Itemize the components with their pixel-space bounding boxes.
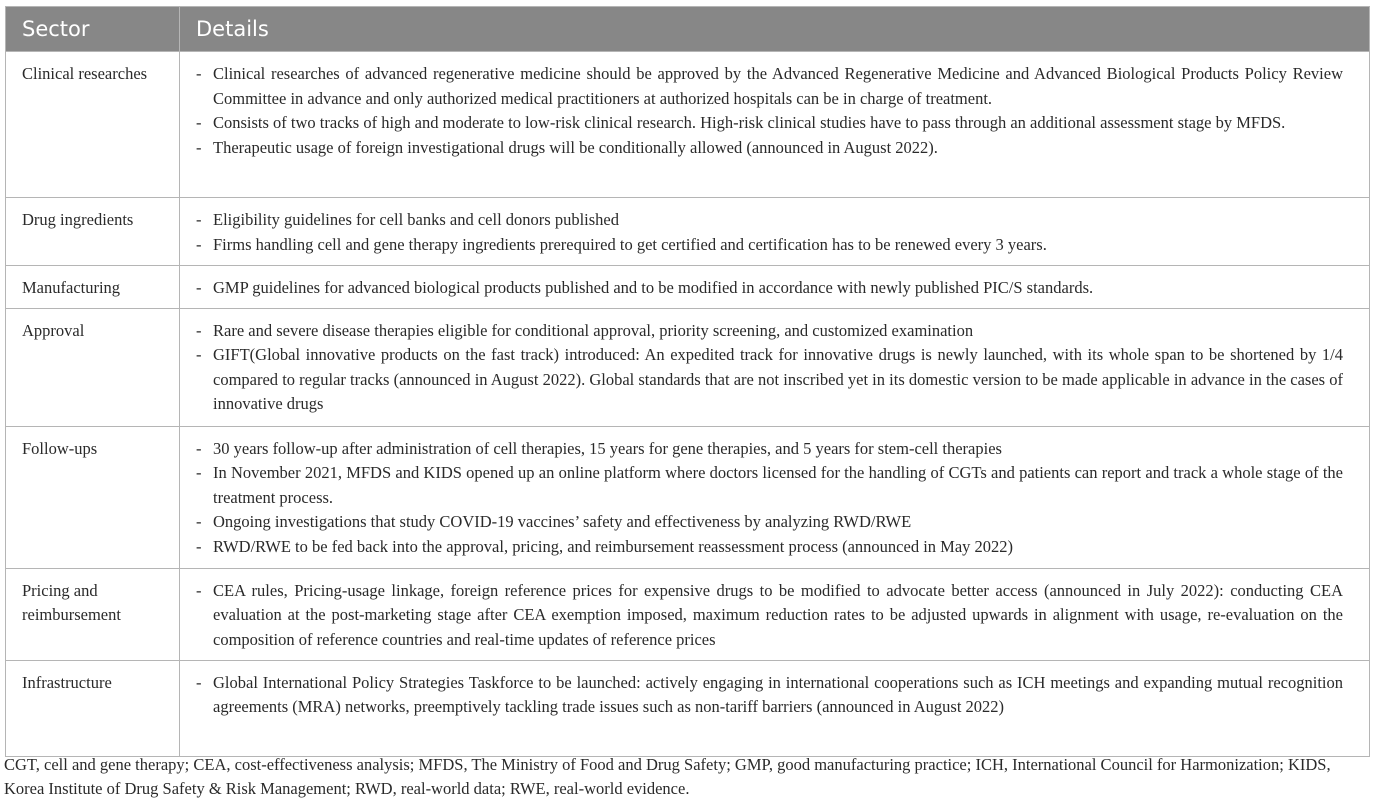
details-list: [196, 671, 1343, 720]
list-item: [196, 233, 1343, 258]
item-text: Firms handling cell and gene therapy ingredients prerequired to get certified and certification has to be renewed every 3 years.: [213, 234, 1047, 254]
details-list: [196, 208, 1343, 257]
bullet-dash: -: [196, 345, 202, 365]
details-list: [196, 62, 1343, 160]
list-item: [196, 671, 1343, 720]
table-row: [6, 266, 1370, 309]
sector-cell: Infrastructure: [6, 660, 180, 756]
item-text: Rare and severe disease therapies eligible for conditional approval, priority screening, and customized examination: [213, 320, 974, 340]
table-row: [6, 198, 1370, 266]
details-cell: [180, 426, 1370, 568]
table-row: [6, 52, 1370, 198]
sector-cell: Clinical researches: [6, 52, 180, 198]
sector-cell: Pricing and reimbursement: [6, 568, 180, 660]
table-row: [6, 308, 1370, 426]
bullet-dash: -: [196, 512, 202, 532]
item-text: In November 2021, MFDS and KIDS opened up an online platform where doctors licensed for the handling of CGTs and patients can report and track a whole stage of the treatment process.: [213, 463, 1343, 507]
item-text: GMP guidelines for advanced biological products published and to be modified in accordance with newly published PIC/S standards.: [213, 278, 1094, 297]
item-text: Consists of two tracks of high and moderate to low-risk clinical research. High-risk clinical studies have to pass through an additional assessment stage by MFDS.: [213, 113, 1286, 133]
item-text: Clinical researches of advanced regenerative medicine should be approved by the Advanced Regenerative Medicine and Advanced Biological Products Policy Review Committee in advance and only authorized medical practitioners at authorized hospitals can be in charge of treatment.: [213, 64, 1343, 108]
item-text: Global International Policy Strategies Taskforce to be launched: actively engaging in international cooperations such as ICH meetings and expanding mutual recognition agreements (MRA) networks, preemptively tackling trade issues such as non-tariff barriers (announced in August 2022): [213, 672, 1343, 717]
bullet-dash: -: [196, 278, 202, 297]
bullet-dash: -: [196, 234, 202, 254]
list-item: [196, 319, 1343, 344]
list-item: [196, 208, 1343, 233]
bullet-dash: -: [196, 320, 202, 340]
details-list: [196, 579, 1343, 653]
list-item: [196, 510, 1343, 535]
bullet-dash: -: [196, 137, 202, 157]
details-list: [196, 437, 1343, 560]
bullet-dash: -: [196, 536, 202, 556]
table-row: [6, 568, 1370, 660]
item-text: Therapeutic usage of foreign investigational drugs will be conditionally allowed (announced in August 2022).: [213, 137, 938, 157]
table-row: [6, 660, 1370, 756]
header-details: Details: [180, 7, 1370, 52]
list-item: [196, 579, 1343, 653]
sector-cell: Drug ingredients: [6, 198, 180, 266]
details-cell: [180, 52, 1370, 198]
list-item: [196, 343, 1343, 417]
sector-cell: Manufacturing: [6, 266, 180, 309]
details-list: [196, 319, 1343, 417]
bullet-dash: -: [196, 64, 202, 83]
header-sector: Sector: [6, 7, 180, 52]
sector-cell: Follow-ups: [6, 426, 180, 568]
list-item: [196, 535, 1343, 560]
bullet-dash: -: [196, 580, 202, 600]
details-cell: [180, 198, 1370, 266]
policy-table-container: [5, 6, 1369, 757]
bullet-dash: -: [196, 210, 202, 229]
table-body: [6, 52, 1370, 757]
details-cell: [180, 568, 1370, 660]
details-list: [196, 276, 1343, 301]
item-text: 30 years follow-up after administration of cell therapies, 15 years for gene therapies, and 5 years for stem-cell therapies: [213, 438, 1002, 458]
table-row: [6, 426, 1370, 568]
list-item: [196, 461, 1343, 510]
table-header-row: [6, 7, 1370, 52]
table-footnote: CGT, cell and gene therapy; CEA, cost-effectiveness analysis; MFDS, The Ministry of Food and Drug Safety; GMP, good manufacturing practice; ICH, International Council for Harmonization; KIDS, Korea Institute of Drug Safety & Risk Management; RWD, real-world data; RWE, real-world evidence.: [4, 755, 1331, 798]
bullet-dash: -: [196, 672, 202, 692]
list-item: [196, 111, 1343, 136]
list-item: [196, 62, 1343, 111]
item-text: RWD/RWE to be fed back into the approval, pricing, and reimbursement reassessment process (announced in May 2022): [213, 536, 1014, 556]
bullet-dash: -: [196, 463, 202, 483]
bullet-dash: -: [196, 113, 202, 133]
item-text: Eligibility guidelines for cell banks and cell donors published: [213, 210, 620, 229]
list-item: [196, 276, 1343, 301]
list-item: [196, 136, 1343, 161]
details-cell: [180, 308, 1370, 426]
bullet-dash: -: [196, 438, 202, 458]
item-text: Ongoing investigations that study COVID-19 vaccines’ safety and effectiveness by analyzing RWD/RWE: [213, 512, 912, 532]
details-cell: [180, 660, 1370, 756]
item-text: CEA rules, Pricing-usage linkage, foreign reference prices for expensive drugs to be modified to advocate better access (announced in July 2022): conducting CEA evaluation at the post-marketing stage after CEA exemption imposed, maximum reduction rates to be adjusted upwards in alignment with usage, re-evaluation on the composition of reference countries and real-time updates of reference prices: [213, 580, 1343, 649]
item-text: GIFT(Global innovative products on the fast track) introduced: An expedited track for innovative drugs is newly launched, with its whole span to be shortened by 1/4 compared to regular tracks (announced in August 2022). Global standards that are not inscribed yet in its domestic version to be made applicable in advance in the cases of innovative drugs: [213, 345, 1343, 414]
list-item: [196, 437, 1343, 462]
details-cell: [180, 266, 1370, 309]
sector-cell: Approval: [6, 308, 180, 426]
policy-table: [5, 6, 1370, 757]
